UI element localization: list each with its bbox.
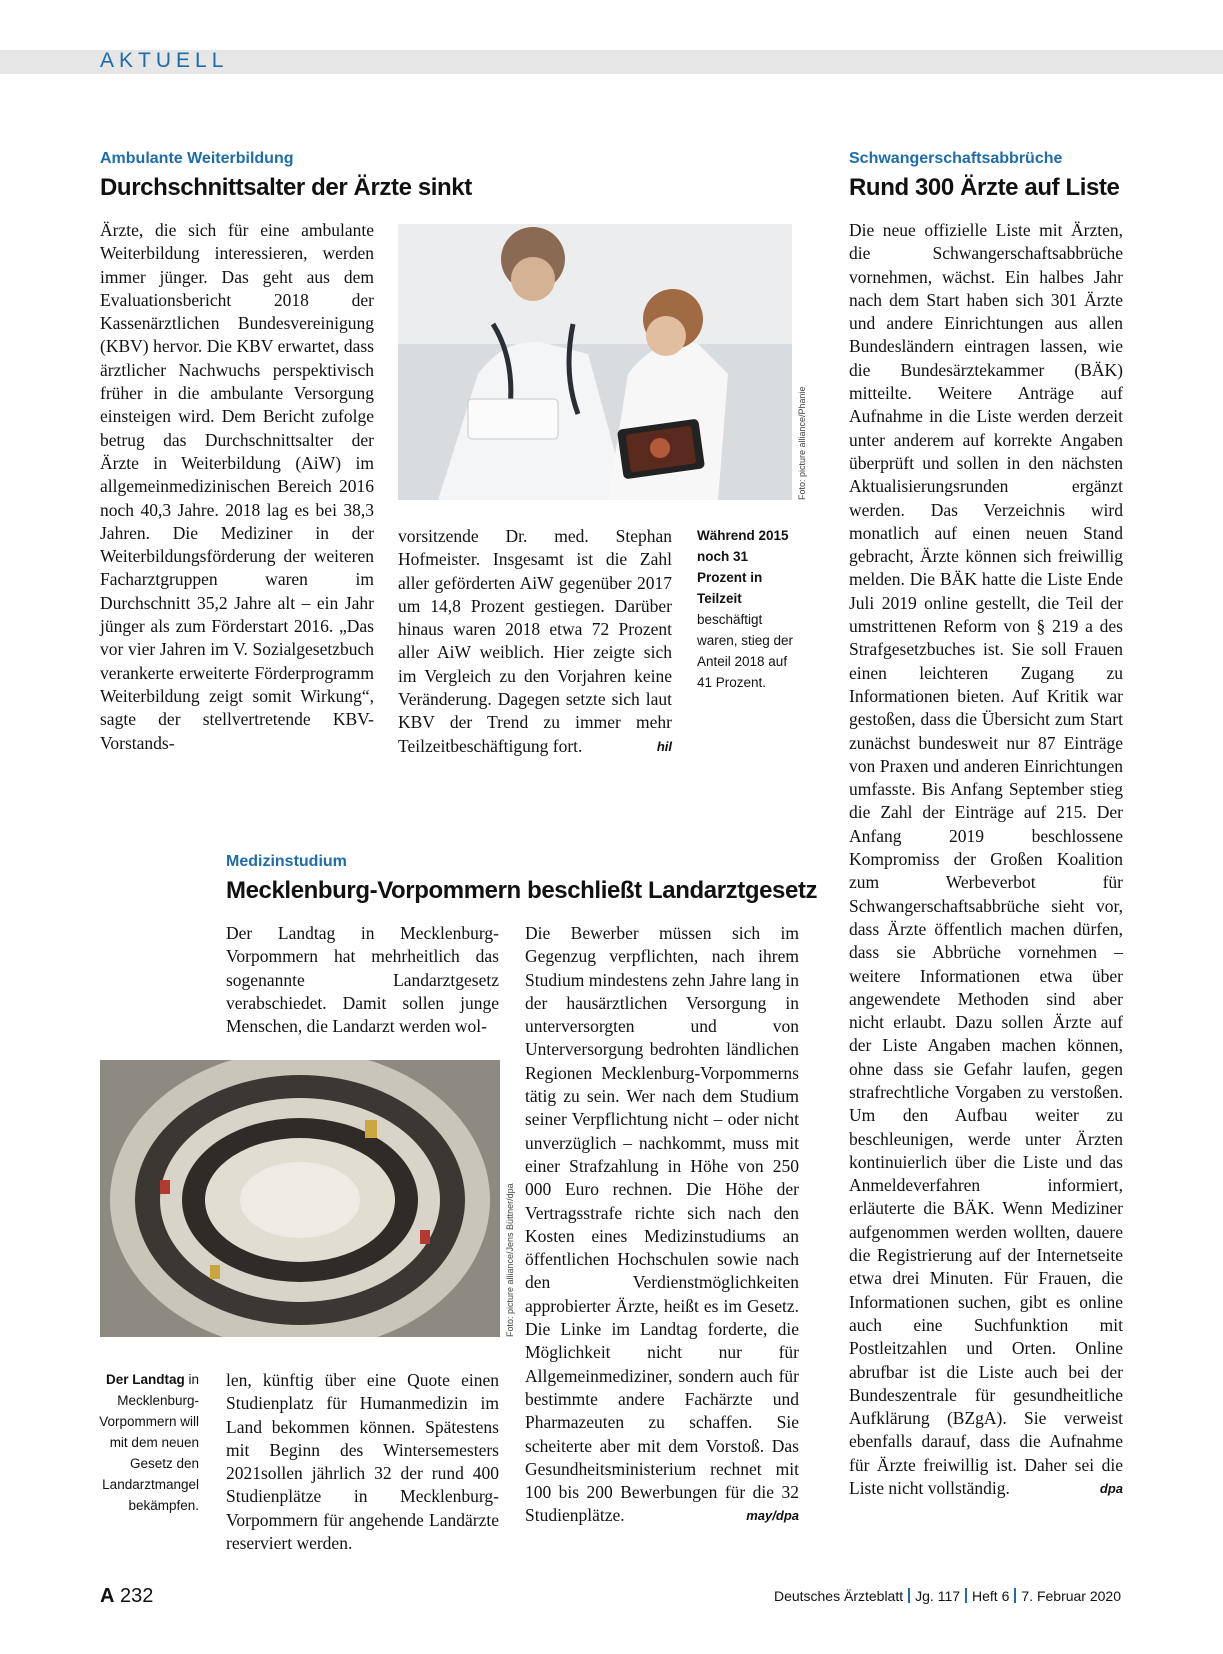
- article1-headline: Durchschnittsalter der Ärzte sinkt: [100, 174, 472, 201]
- article2-headline: Mecklenburg-Vorpommern beschließt Landarztgesetz: [226, 877, 818, 904]
- article1-caption-rest: beschäftigt waren, stieg der Anteil 2018 auf 41 Prozent.: [697, 612, 794, 690]
- journal-footer: [774, 1588, 1121, 1604]
- article1-caption-bold: Während 2015 noch 31 Prozent in Teilzeit: [697, 528, 789, 606]
- article3-kicker: Schwangerschaftsabbrüche: [849, 150, 1063, 167]
- article1-signature: hil: [656, 738, 672, 754]
- article3-body: [849, 219, 1123, 1559]
- article2-photo-credit: Foto: picture alliance/Jens Büttner/dpa: [505, 1183, 515, 1337]
- article2-column-1b: len, künftig über eine Quote einen Studienplatz für Humanmedizin im Land bekommen können. Spätestens mit Beginn des Wintersemesters 2021sollen jährlich 32 der rund 400 Studienplätze in Mecklenburg-Vorpommern für angehende Landärzte reserviert werden.: [226, 1370, 499, 1554]
- article1-caption: [697, 525, 797, 693]
- journal-issue: Heft 6: [972, 1588, 1010, 1604]
- journal-name: Deutsches Ärzteblatt: [773, 1588, 904, 1604]
- article1-kicker: Ambulante Weiterbildung: [100, 150, 294, 167]
- footer-separator: [965, 1588, 967, 1603]
- footer-separator: [1014, 1588, 1016, 1603]
- journal-volume: Jg. 117: [915, 1588, 961, 1604]
- article1-column-2: [398, 525, 672, 785]
- article1-column-1: Ärzte, die sich für eine ambulante Weiterbildung interessieren, werden immer jünger. Das geht aus dem Evaluationsbericht 2018 der Kassenärztlichen Bundesvereinigung (KBV) hervor. Die KBV erwartet, dass ärztlicher Nachwuchs perspektivisch früher in die ambulante Versorgung einsteigen wird. Dem Bericht zufolge betrug das Durchschnittsalter der Ärzte in Weiterbildung (AiW) im allgemeinmedizinischen Bereich 2016 noch 40,3 Jahre. 2018 lag es bei 38,3 Jahren. Die Mediziner in der Weiterbildungsförderung der weiteren Facharztgruppen waren im Durchschnitt 35,2 Jahre alt – ein Jahr jünger als zum Förderstart 2016. „Das vor vier Jahren im V. Sozialgesetzbuch verankerte erweiterte Förderprogramm Weiterbildung zeigt somit Wirkung“, sagte der stellvertretende KBV-Vorstands-: [100, 220, 374, 753]
- article3-headline: Rund 300 Ärzte auf Liste: [849, 174, 1120, 201]
- article1-photo-credit: Foto: picture alliance/Phanie: [797, 386, 807, 500]
- section-label: AKTUELL: [100, 49, 229, 72]
- article3-body-text: Die neue offizielle Liste mit Ärzten, die Schwangerschaftsabbrüche vornehmen, wächst. Ein halbes Jahr nach dem Start haben sich 301 Ärzte und andere Einrichtungen aus allen Bundesländern eintragen lassen, wie die Bundesärztekammer (BÄK) mitteilte. Weitere Anträge auf Aufnahme in die Liste werden derzeit unter anderem auf korrekte Angaben überprüft und sollen in den nächsten Aktualisierungsrunden ergänzt werden. Das Verzeichnis wird monatlich auf einen neuen Stand gebracht, Ärzte können sich freiwillig melden. Die BÄK hatte die Liste Ende Juli 2019 online gestellt, die Teil der umstrittenen Reform von § 219 a des Strafgesetzbuches ist. Sie soll Frauen einen leichteren Zugang zu Informationen bieten. Auf Kritik war gestoßen, dass die Übersicht zum Start zunächst bundesweit nur 87 Einträge von Praxen und anderen Einrichtungen umfasste. Bis Anfang September stieg die Zahl der Einträge auf 215. Der Anfang 2019 beschlossene Kompromiss der Großen Koalition zum Werbeverbot für Schwangerschaftsabbrüche sieht vor, dass Ärzte öffentlich machen dürfen, dass sie Abbrüche vornehmen – weitere Informationen etwa über angewendete Methoden sind aber nicht erlaubt. Dazu sollen Ärzte auf der Liste Angaben machen können, ohne dass sie Gefahr laufen, gegen strafrechtliche Vorgaben zu verstoßen. Um den Aufbau weiter zu beschleunigen, werde unter Ärzten kontinuierlich über die Liste und das Anmeldeverfahren informiert, erläuterte die BÄK. Wenn Mediziner aufgenommen werden wollten, dauere die Registrierung auf der Internetseite etwa drei Minuten. Für Frauen, die Informationen suchen, gibt es online auch eine Suchfunktion mit Postleitzahlen und Orten. Online abrufbar ist die Liste auch bei der Bundeszentrale für gesundheitliche Aufklärung (BZgA). Sie verweist ebenfalls darauf, dass die Aufnahme für Ärzte freiwillig ist. Daher sei die Liste nicht vollständig.: [849, 220, 1123, 1499]
- article2-photo: [100, 1060, 500, 1337]
- page-number-prefix: A: [100, 1585, 115, 1607]
- article2-column-2: [525, 922, 799, 1562]
- article1-column-2-text: vorsitzende Dr. med. Stephan Hofmeister. Insgesamt ist die Zahl aller geförderten AiW gegenüber 2017 um 14,8 Prozent gestiegen. Darüber hinaus waren 2018 etwa 72 Prozent aller AiW weiblich. Hier zeigte sich im Vergleich zu den Vorjahren keine Veränderung. Dagegen setzte sich laut KBV der Trend zu immer mehr Teilzeitbeschäftigung fort.: [398, 526, 672, 756]
- article3-signature: dpa: [1099, 1481, 1123, 1497]
- doctors-tablet-illustration: [398, 224, 792, 500]
- article2-column-1a: Der Landtag in Mecklenburg-Vorpommern hat mehrheitlich das sogenannte Landarztgesetz verabschiedet. Damit sollen junge Menschen, die Landarzt werden wol-: [226, 923, 499, 1037]
- article2-signature: may/dpa: [746, 1508, 799, 1524]
- article2-caption-bold: Der Landtag: [105, 1372, 185, 1387]
- journal-date: 7. Februar 2020: [1021, 1588, 1121, 1604]
- article2-caption-rest: in Mecklenburg-Vorpommern will mit dem neuen Gesetz den Landarztmangel bekämpfen.: [99, 1372, 199, 1513]
- article1-photo: [398, 224, 792, 500]
- article2-column-2-text: Die Bewerber müssen sich im Gegenzug verpflichten, nach ihrem Studium mindestens zehn Jahre lang in der hausärztlichen Versorgung in unterversorgten und von Unterversorgung bedrohten ländlichen Regionen Mecklenburg-Vorpommerns tätig zu sein. Wer nach dem Studium seiner Verpflichtung nicht – oder nicht unverzüglich – nachkommt, muss mit einer Strafzahlung in Höhe von 250 000 Euro rechnen. Die Höhe der Vertragsstrafe richte sich nach den Kosten eines Medizinstudiums an öffentlichen Hochschulen sowie nach den Verdienstmöglichkeiten approbierter Ärzte, heißt es im Gesetz. Die Linke im Landtag forderte, die Möglichkeit nicht nur für Allgemeinmediziner, sondern auch für bestimmte andere Fachärzte und Pharmazeuten zu schaffen. Sie scheiterte aber mit dem Vorstoß. Das Gesundheitsministerium rechnet mit 100 bis 200 Bewerbungen für die 32 Studienplätze.: [525, 923, 799, 1526]
- page-number: [100, 1585, 153, 1608]
- parliament-hall-illustration: [100, 1060, 500, 1337]
- article2-caption: [86, 1369, 199, 1516]
- page-number-value: 232: [120, 1585, 154, 1607]
- footer-separator: [908, 1588, 910, 1603]
- article2-kicker: Medizinstudium: [226, 853, 347, 870]
